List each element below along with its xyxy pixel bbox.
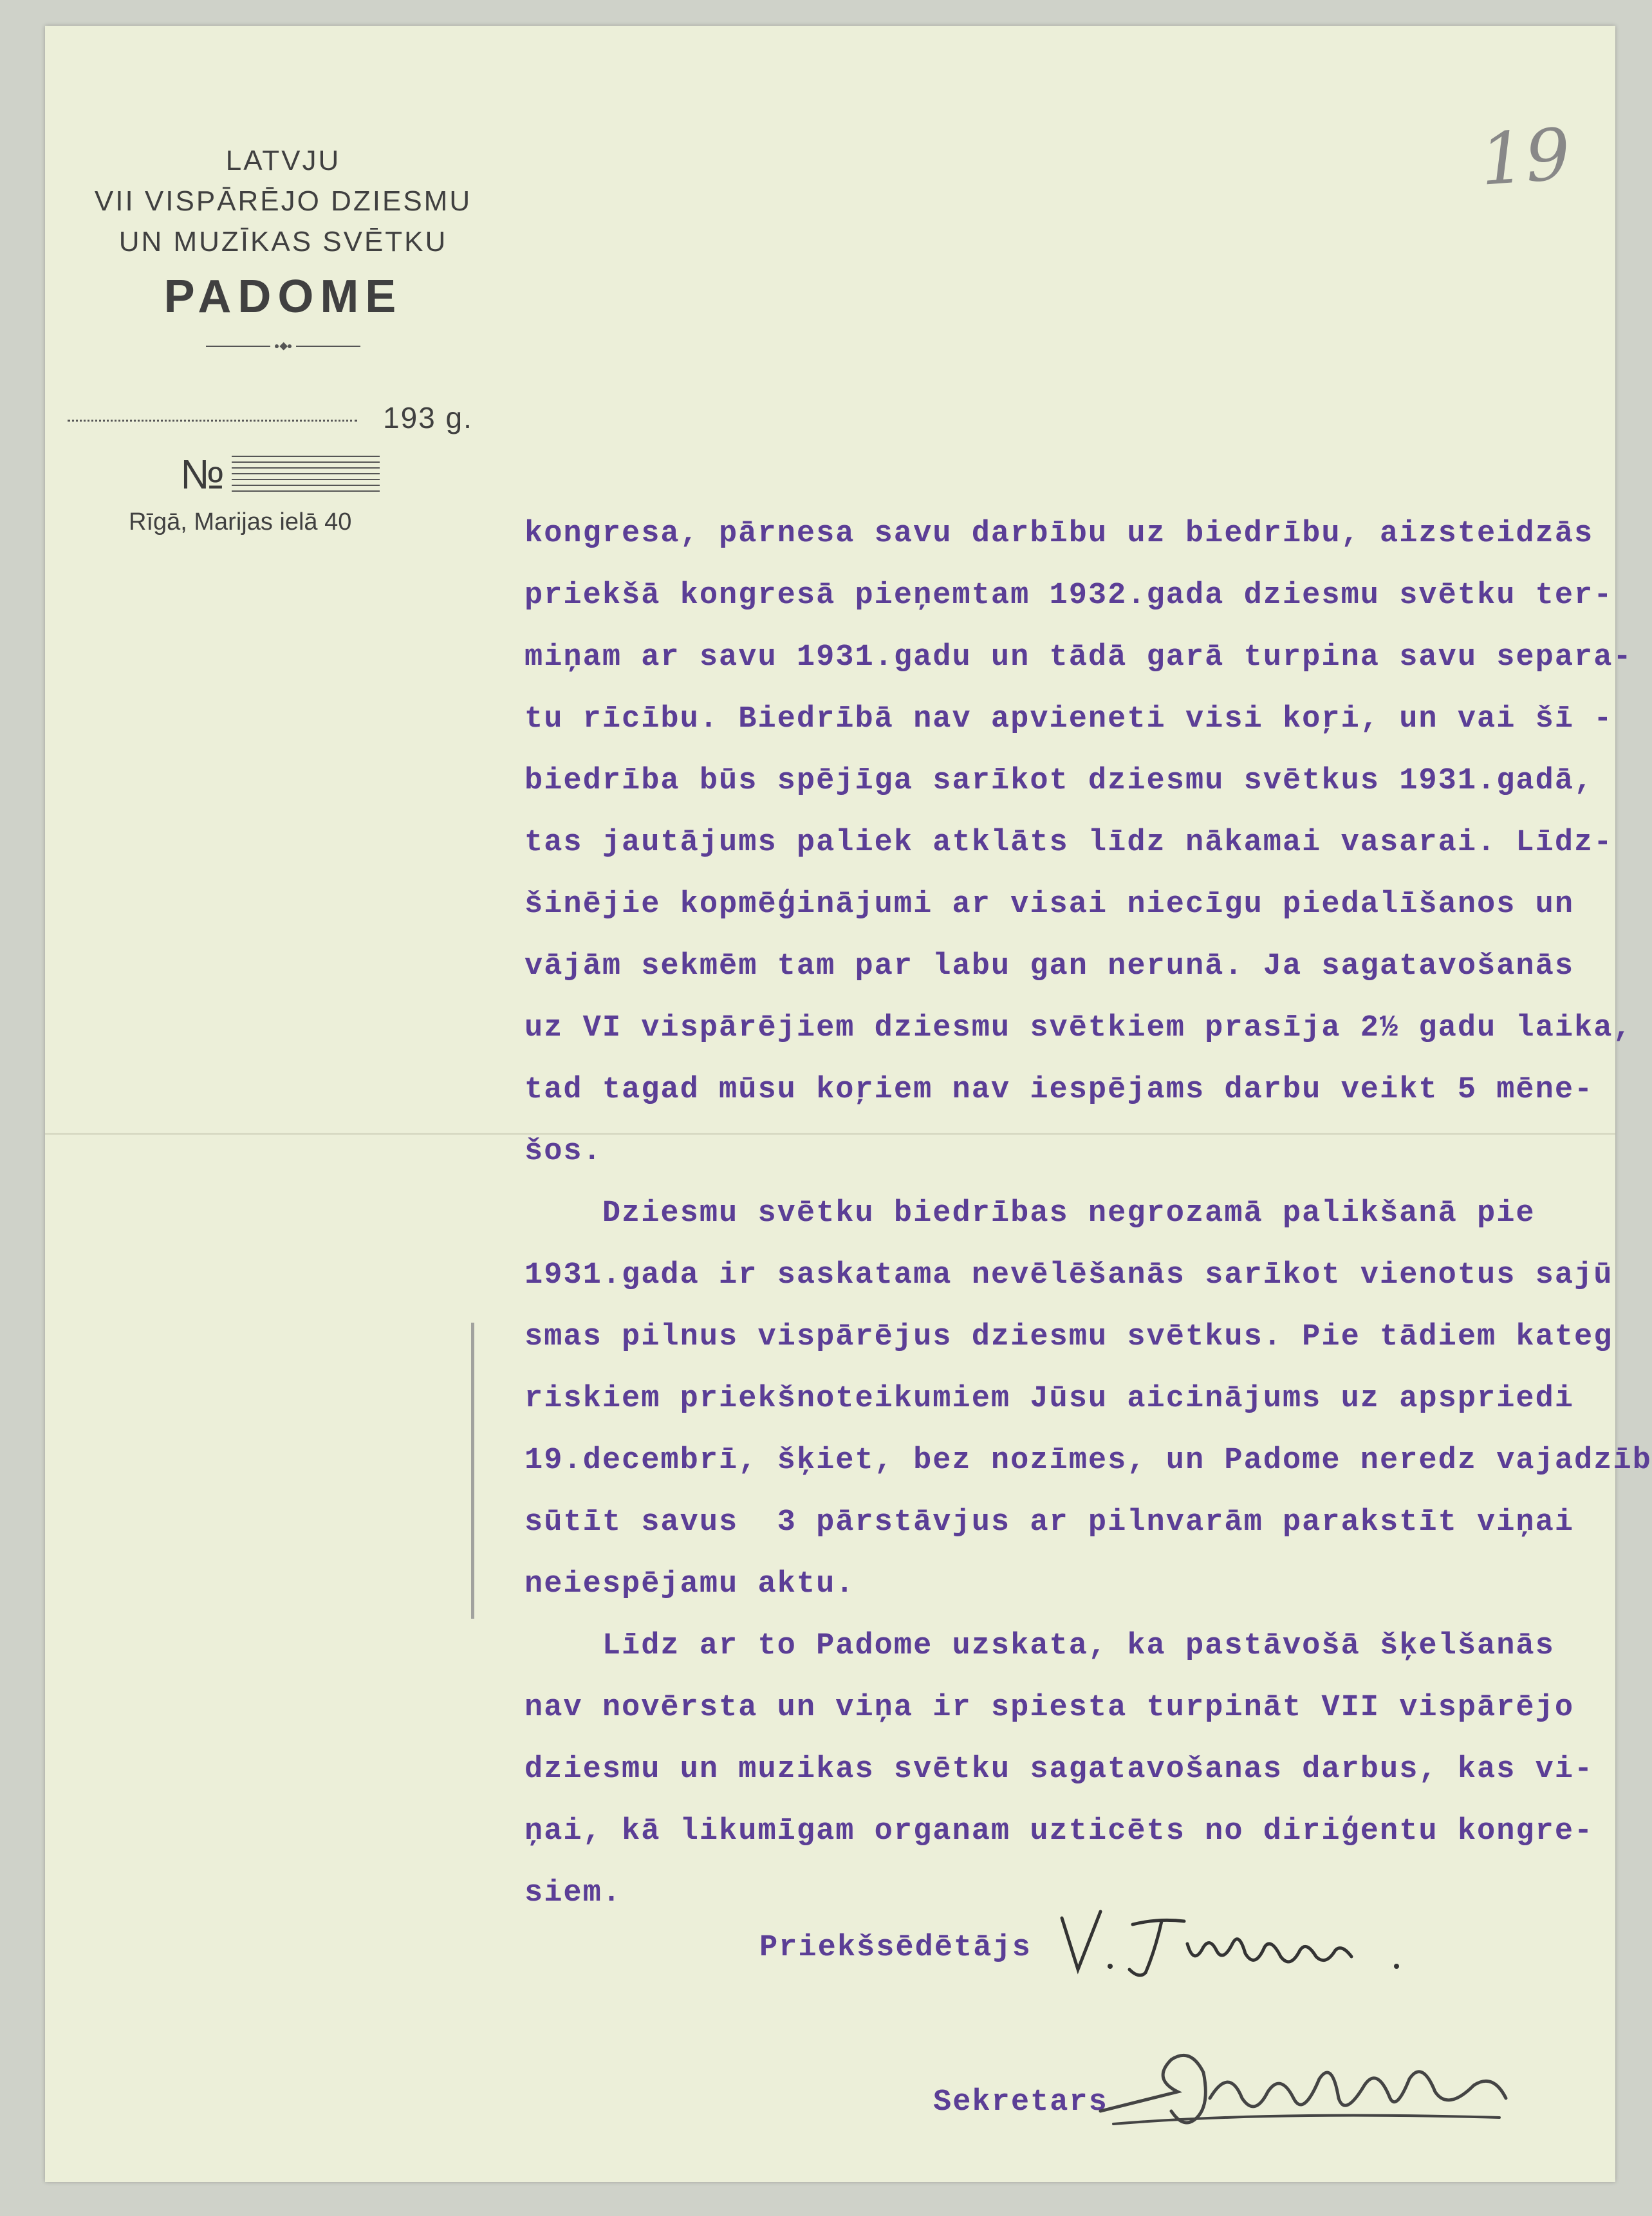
number-ruled-lines xyxy=(232,456,380,494)
body-line: vājām sekmēm tam par labu gan nerunā. Ja sagatavošanās xyxy=(524,949,1575,983)
date-dotted-line xyxy=(68,420,357,422)
page-number: 19 xyxy=(1477,113,1573,201)
number-sign: № xyxy=(180,451,225,498)
body-line: riskiem priekšnoteikumiem Jūsu aicinājums uz apspriedi xyxy=(524,1382,1575,1416)
secretary-label: Sekretars xyxy=(933,2085,1108,2119)
body-line: 1931.gada ir saskatama nevēlēšanās sarīkot vienotus sajū xyxy=(524,1258,1613,1292)
secretary-handwritten-signature-icon xyxy=(1075,2034,1525,2143)
letter-sheet xyxy=(45,26,1652,2182)
body-line: ņai, kā likumīgam organam uzticēts no diriģentu kongre- xyxy=(524,1814,1594,1848)
body-line: šinējie kopmēģinājumi ar visai niecīgu piedalīšanos un xyxy=(524,888,1575,922)
letterhead-line-3: UN MUZĪKAS SVĒTKU xyxy=(118,226,448,257)
body-line: siem. xyxy=(524,1876,622,1910)
body-line: Dziesmu svētku biedrības negrozamā palikšanā pie xyxy=(524,1196,1536,1231)
body-line: kongresa, pārnesa savu darbību uz biedrību, aizsteidzās xyxy=(524,517,1594,551)
body-line: neiespējamu aktu. xyxy=(524,1567,855,1601)
body-line: nav novērsta un viņa ir spiesta turpināt VII vispārējo xyxy=(524,1691,1575,1725)
body-line: smas pilnus vispārējus dziesmu svētkus. Pie tādiem kateg xyxy=(524,1320,1613,1354)
body-line: šos. xyxy=(524,1135,602,1169)
body-line: tad tagad mūsu koŗiem nav iespējams darbu veikt 5 mēne- xyxy=(524,1073,1594,1107)
chair-label: Priekšsēdētājs xyxy=(759,1931,1032,1965)
body-line: biedrība būs spējīga sarīkot dziesmu svētkus 1931.gadā, xyxy=(524,764,1594,798)
chair-handwritten-signature-icon xyxy=(1049,1892,1435,1989)
body-line: tas jautājums paliek atklāts līdz nākamai vasarai. Līdz- xyxy=(524,826,1613,860)
body-line: miņam ar savu 1931.gadu un tādā garā turpina savu separa- xyxy=(524,640,1633,675)
body-line: Līdz ar to Padome uzskata, ka pastāvošā šķelšanās xyxy=(524,1629,1555,1663)
year-suffix: 193 g. xyxy=(383,401,473,434)
margin-pencil-mark xyxy=(471,1323,474,1619)
letterhead-line-2: VII VISPĀRĒJO DZIESMU xyxy=(94,185,472,217)
body-line: priekšā kongresā pieņemtam 1932.gada dziesmu svētku ter- xyxy=(524,579,1613,613)
body-line: tu rīcību. Biedrībā nav apvieneti visi koŗi, un vai šī - xyxy=(524,702,1613,736)
chair-signature-block xyxy=(759,1931,1032,1965)
ornament-divider-icon xyxy=(206,341,360,351)
body-line: 19.decembrī, šķiet, bez nozīmes, un Padome neredz vajadzīb xyxy=(524,1444,1652,1478)
letterhead-org: PADOME xyxy=(163,271,403,322)
body-line: sūtīt savus 3 pārstāvjus ar pilnvarām parakstīt viņai xyxy=(524,1505,1575,1540)
body-line: uz VI vispārējiem dziesmu svētkiem prasīja 2½ gadu laika, xyxy=(524,1011,1633,1045)
body-line: dziesmu un muzikas svētku sagatavošanas darbus, kas vi- xyxy=(524,1753,1594,1787)
letter-body xyxy=(524,503,1651,1924)
letterhead-line-1: LATVJU xyxy=(225,145,341,176)
letterhead-address: Rīgā, Marijas ielā 40 xyxy=(129,508,352,535)
date-line xyxy=(68,401,479,438)
